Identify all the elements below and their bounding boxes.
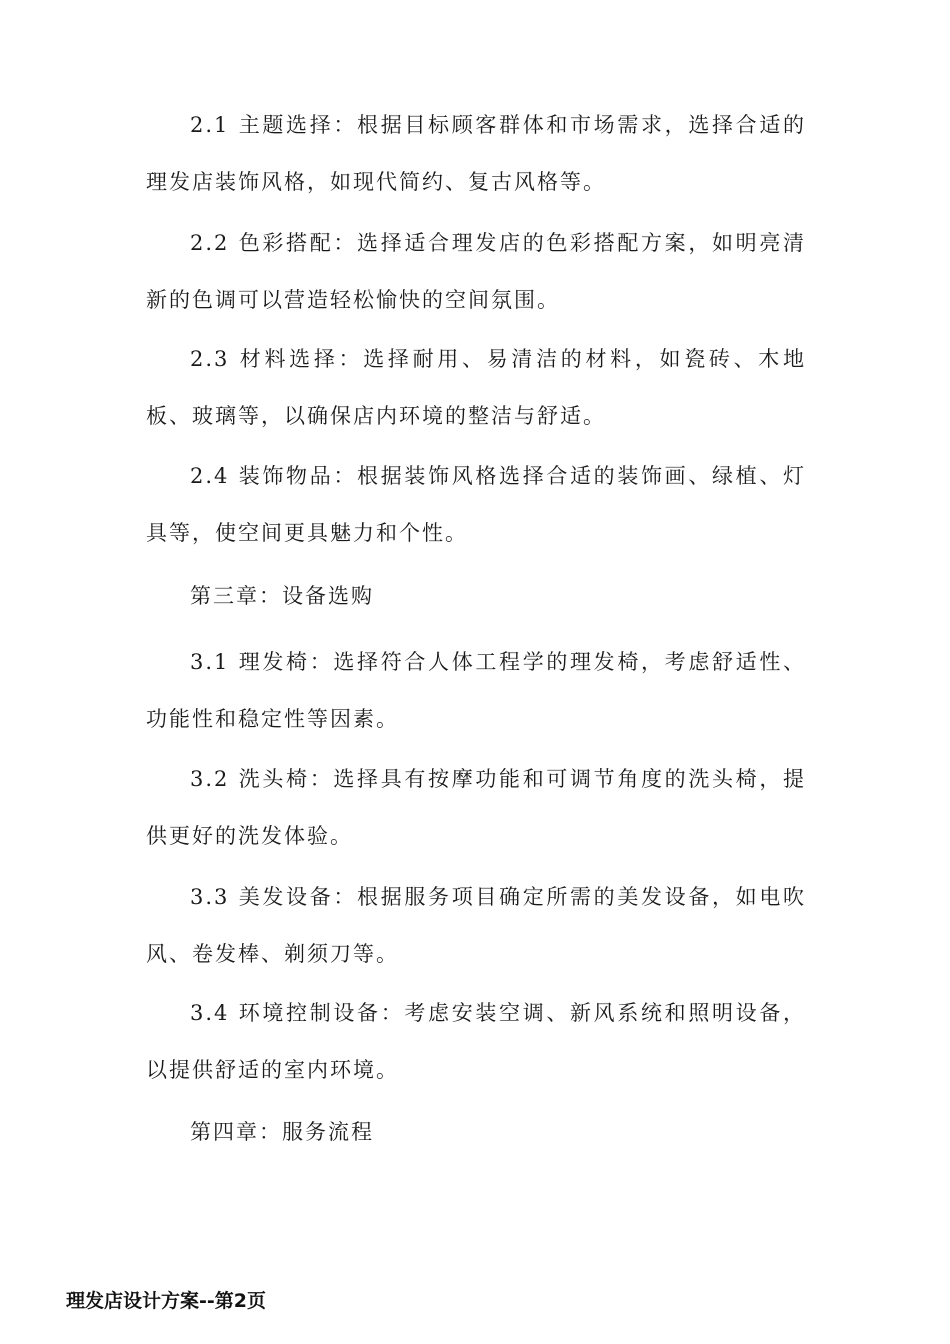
paragraph-3-1: 3.1 理发椅：选择符合人体工程学的理发椅，考虑舒适性、功能性和稳定性等因素。 [146,650,806,731]
paragraph-3-4: 3.4 环境控制设备：考虑安装空调、新风系统和照明设备，以提供舒适的室内环境。 [146,1001,806,1082]
page-footer: 理发店设计方案--第2页 [66,1290,266,1312]
chapter-4-heading: 第四章：服务流程 [190,1120,374,1144]
paragraph-2-4: 2.4 装饰物品：根据装饰风格选择合适的装饰画、绿植、灯具等，使空间更具魅力和个性。 [146,464,806,545]
paragraph-2-3: 2.3 材料选择：选择耐用、易清洁的材料，如瓷砖、木地板、玻璃等，以确保店内环境的整洁与舒适。 [146,347,806,428]
paragraph-2-2: 2.2 色彩搭配：选择适合理发店的色彩搭配方案，如明亮清新的色调可以营造轻松愉快的空间氛围。 [146,231,806,312]
paragraph-2-1: 2.1 主题选择：根据目标顾客群体和市场需求，选择合适的理发店装饰风格，如现代简约、复古风格等。 [146,113,806,194]
chapter-3-heading: 第三章：设备选购 [190,584,374,608]
paragraph-3-3: 3.3 美发设备：根据服务项目确定所需的美发设备，如电吹风、卷发棒、剃须刀等。 [146,885,806,966]
paragraph-3-2: 3.2 洗头椅：选择具有按摩功能和可调节角度的洗头椅，提供更好的洗发体验。 [146,767,806,848]
